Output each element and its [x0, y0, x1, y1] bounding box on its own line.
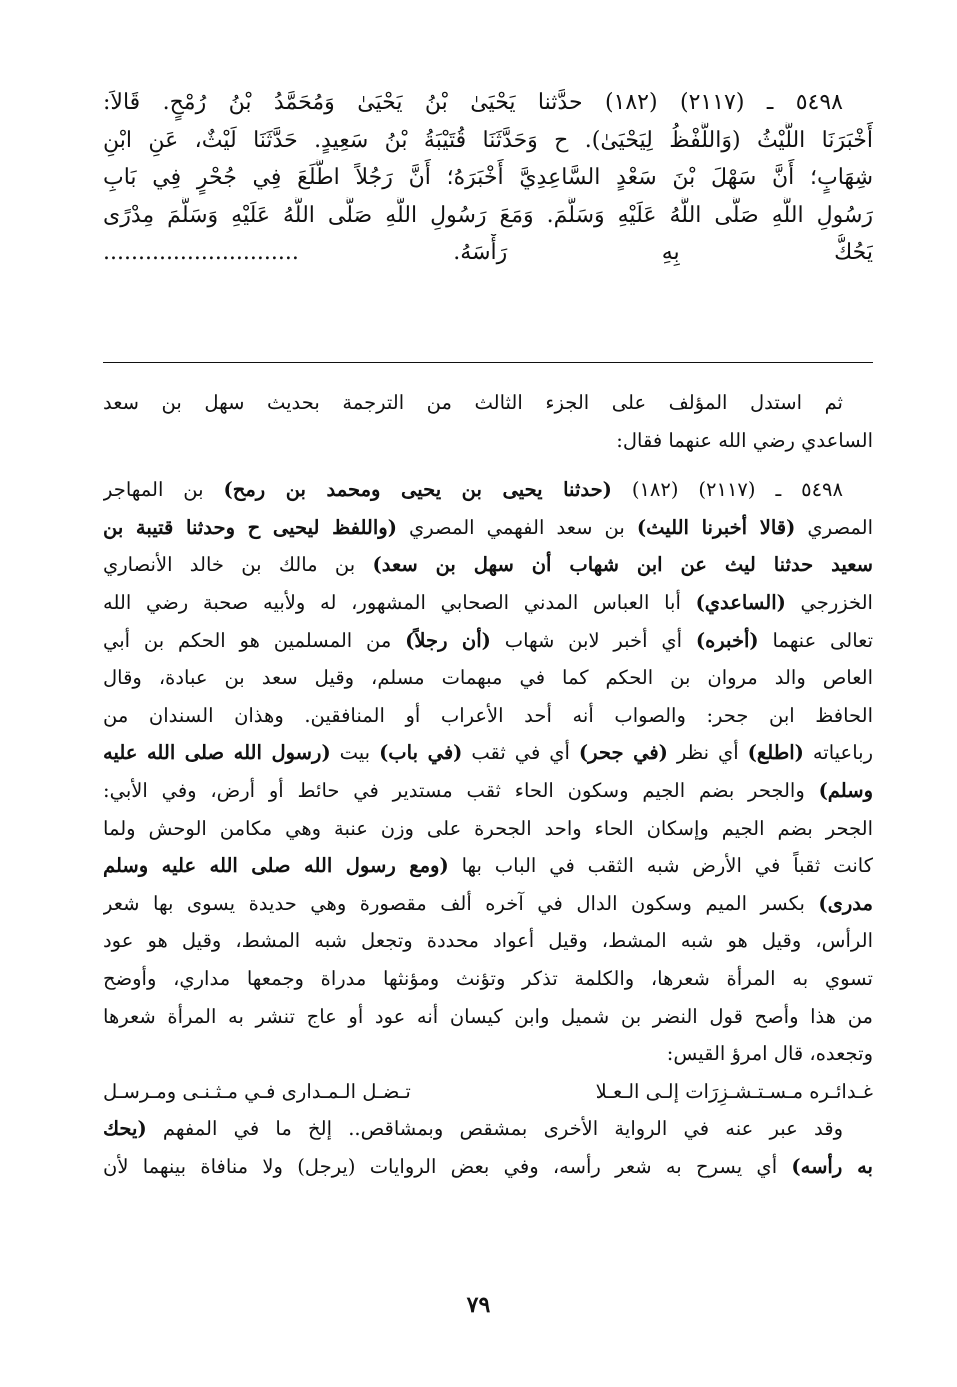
- text-segment: كانت ثقباً في الأرض شبه الثقب في الباب بها: [448, 854, 873, 878]
- text-segment: الرأس، وقيل هو شبه المشط، وقيل أعواد محددة وتجعل شبه المشط، وقيل هو عود: [103, 929, 873, 953]
- text-segment: الخزرجي: [785, 590, 873, 614]
- text-segment: بن سعد الفهمي المصري: [396, 515, 637, 539]
- poetry-verse: [103, 1073, 873, 1111]
- text-segment: أي أخبر لابن شهاب: [490, 628, 696, 652]
- hadith-text: [103, 84, 873, 272]
- text-segment: الساعدي رضي الله عنهما فقال:: [616, 428, 873, 452]
- text-segment: من المسلمين هو الحكم بن أبي: [103, 628, 406, 652]
- text-line: [103, 422, 873, 460]
- text-segment: أي في ثقب: [462, 741, 579, 765]
- text-segment: بن المهاجر: [103, 478, 224, 502]
- text-segment: المصري: [795, 515, 873, 539]
- text-line: [103, 1110, 873, 1148]
- bold-quote-segment: (في باب): [379, 741, 463, 765]
- text-segment: العاص والد مروان بن الحكم كما في مبهمات مسلم، وقيل سعد بن عبادة، وقال: [103, 666, 873, 690]
- text-line: [103, 922, 873, 960]
- text-line: [103, 960, 873, 998]
- bold-quote-segment: (اطلع): [747, 741, 804, 765]
- text-segment: بيت: [330, 741, 380, 765]
- bold-quote-segment: (الساعدي): [695, 590, 786, 614]
- separator-rule: [103, 362, 873, 363]
- verse-second-hemistich: تـضـل الـمـدارى فـي مـثـنـى ومـرسـل: [103, 1079, 411, 1103]
- text-line: [103, 885, 873, 923]
- text-segment: تعالى عنهما: [758, 628, 873, 652]
- text-line: [103, 509, 873, 547]
- verse-first-hemistich: غـدائـره مـسـتـشـزِرَات إلـى الـعـلا: [595, 1079, 873, 1103]
- text-segment: شِهَابٍ؛ أَنَّ سَهْلَ بْنَ سَعْدٍ السَّاعِدِيَّ أَخْبَرَهُ؛ أَنَّ رَجُلاً اطَّلَعَ فِي جُحْرٍ فِي بَابِ: [103, 165, 873, 190]
- text-segment: ثم استدل المؤلف على الجزء الثالث من الترجمة بحديث سهل بن سعد: [103, 391, 843, 414]
- text-segment: رباعياته: [803, 741, 873, 765]
- text-line: [103, 84, 873, 122]
- text-segment: رَسُولِ اللَّهِ صَلَّى اللَّهُ عَلَيْهِ وَسَلَّمَ. وَمَعَ رَسُولِ اللَّهِ صَلَّى اللَّهُ عَلَيْهِ وَسَلَّمَ مِدْرًى: [103, 202, 873, 228]
- text-segment: بن مالك بن خالد الأنصاري: [103, 553, 373, 577]
- text-segment: وقد عبر عنه في الرواية الأخرى بمشقص وبمشاقص.. إلخ ما في المفهم: [146, 1117, 843, 1141]
- bold-quote-segment: (حدثنا يحيى بن يحيى ومحمد بن رمح): [223, 478, 612, 502]
- text-line: [103, 1035, 873, 1073]
- text-line: [103, 234, 873, 272]
- text-line: [103, 810, 873, 848]
- bold-quote-segment: (في جحر): [578, 741, 668, 765]
- bold-quote-segment: (قالا أخبرنا الليث): [636, 515, 796, 539]
- text-line: [103, 197, 873, 235]
- text-segment: من هذا وأصح قول النضر بن شميل وابن كيسان أنه عود أو عاج تنشر به المرأة شعرها: [103, 1004, 873, 1028]
- bold-quote-segment: وسلم): [818, 778, 873, 802]
- bold-quote-segment: (أن رجلاً): [405, 628, 491, 652]
- text-line: [103, 847, 873, 885]
- text-line: [103, 734, 873, 772]
- text-segment: ٥٤٩٨ ـ (٢١١٧) (١٨٢) حدَّثنا يَحْيَىٰ بْنُ يَحْيَىٰ وَمُحَمَّدُ بْنُ رُمْحٍ. قَالاَ:: [103, 90, 843, 115]
- page-number: ٧٩: [466, 1292, 491, 1318]
- text-segment: أي يسرح به شعر رأسه، وفي بعض الروايات (يرجل) ولا منافاة بينهما لأن: [103, 1154, 792, 1178]
- bold-quote-segment: (يحك: [103, 1117, 147, 1141]
- text-line: [103, 622, 873, 660]
- text-line: [103, 659, 873, 697]
- bold-quote-segment: مدرى): [818, 891, 873, 915]
- bold-quote-segment: (رسول الله صلى الله عليه: [103, 741, 331, 765]
- text-segment: يَحُكُّ بِهِ رَأْسَهُ. ............................: [103, 240, 873, 265]
- text-line: [103, 122, 873, 160]
- text-segment: الحافظ ابن جحر: والصواب أنه أحد الأعراب أو المنافقين. وهذان السندان من: [103, 703, 873, 727]
- text-line: [103, 384, 873, 422]
- text-segment: تسوي به المرأة شعرها، والكلمة تذكر وتؤنث ومؤنثها مدراة وجمعها مداري، وأوضح: [103, 966, 873, 990]
- text-segment: والجحر بضم الجيم وسكون الحاء ثقب مستدير في حائط أو أرض، وفي الأبي:: [103, 778, 819, 802]
- bold-quote-segment: (أخبره): [695, 628, 759, 652]
- bold-quote-segment: به رأسه): [791, 1154, 873, 1178]
- text-segment: أبا العباس المدني الصحابي المشهور، له ولأبيه صحبة رضي الله: [103, 590, 696, 614]
- text-line: [103, 159, 873, 197]
- text-line: [103, 546, 873, 584]
- text-line: [103, 471, 873, 509]
- text-line: [103, 772, 873, 810]
- text-line: [103, 697, 873, 735]
- text-segment: أَخْبَرَنَا اللَّيْثُ (وَاللَّفْظُ لِيَحْيَىٰ). ح وَحَدَّثَنَا قُتَيْبَةُ بْنُ سَعِيدٍ. حَدَّثَنَا لَيْثٌ، عَنِ ابْنِ: [103, 127, 873, 153]
- commentary-text: [103, 384, 873, 1185]
- text-segment: الجحر بضم الجيم وإسكان الحاء واحد الجحرة على وزن عنبة وهي مكامن الوحش ولما: [103, 816, 873, 840]
- bold-quote-segment: سعيد حدثنا ليث عن ابن شهاب أن سهل بن سعد): [372, 553, 873, 577]
- text-line: [103, 998, 873, 1036]
- text-line: [103, 1148, 873, 1186]
- text-segment: بكسر الميم وسكون الدال في آخره ألف مقصورة وهي حديدة يسوى بها شعر: [103, 891, 819, 915]
- text-segment: ٥٤٩٨ ـ (٢١١٧) (١٨٢): [611, 478, 844, 502]
- text-segment: أي نظر: [667, 741, 748, 765]
- text-segment: وتجعده، قال امرؤ القيس:: [666, 1042, 873, 1066]
- text-line: [103, 584, 873, 622]
- bold-quote-segment: (ومع رسول الله صلى الله عليه وسلم: [103, 854, 449, 878]
- bold-quote-segment: (واللفظ ليحيى ح وحدثنا قتيبة بن: [103, 515, 397, 539]
